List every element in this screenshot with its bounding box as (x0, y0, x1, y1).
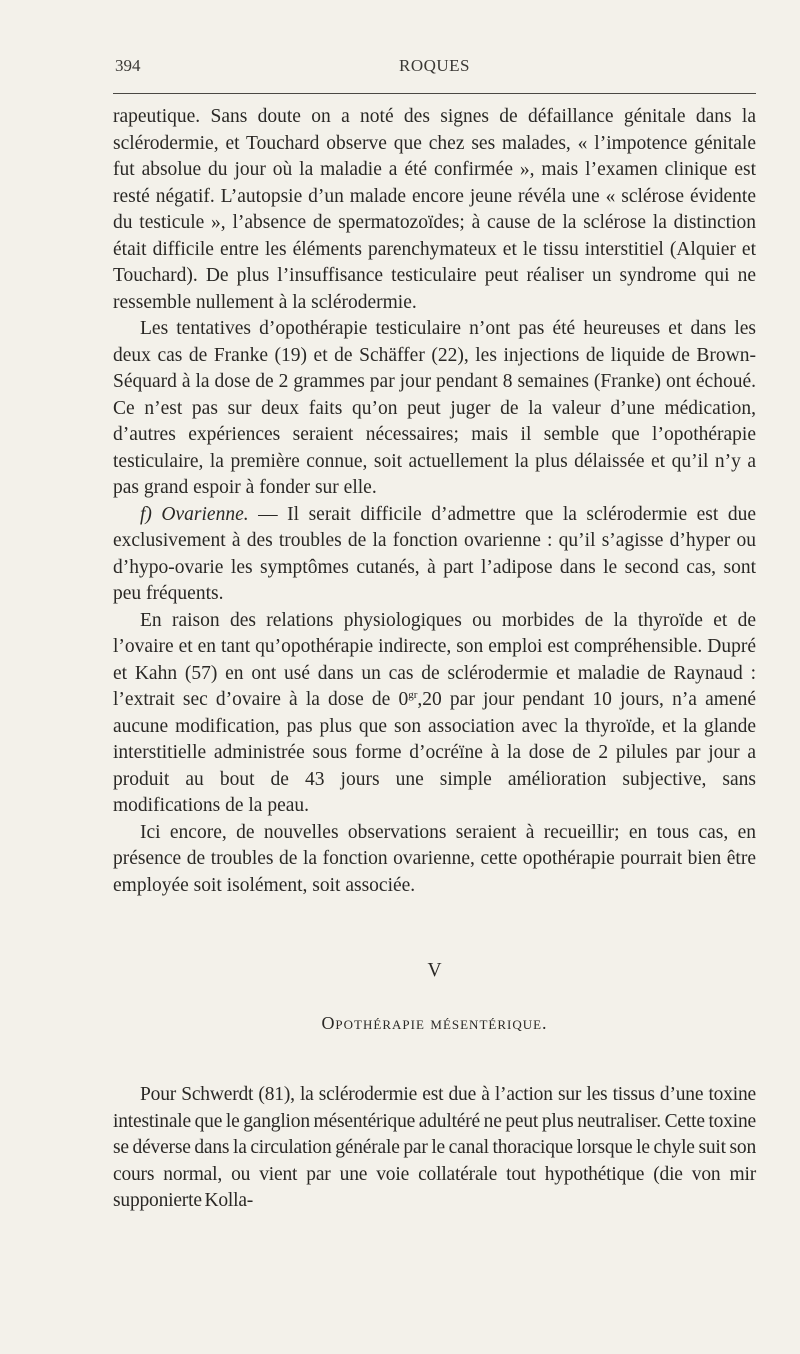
section-title: Opothérapie mésentérique. (321, 1013, 548, 1033)
page-header (113, 56, 756, 84)
body-text (113, 104, 756, 1215)
paragraph-1: rapeutique. Sans doute on a noté des signes de défaillance génitale dans la sclérodermie, et Touchard observe que chez ses malades, « l’impotence génitale fut absolue du jour où la maladie a été confirmée », mais l’examen clinique est resté négatif. L’autopsie d’un malade encore jeune révéla une « sclérose évidente du testicule », l’absence de spermatozoïdes; à cause de la sclérose la distinction était difficile entre les éléments parenchymateux et le tissu interstitiel (Alquier et Touchard). De plus l’insuffisance testiculaire peut réaliser un syndrome qui ne ressemble nullement à la sclérodermie. (113, 106, 756, 313)
running-head: ROQUES (398, 56, 470, 75)
paragraph-4-text-b: ,20 par jour pendant 10 jours, n’a amené aucune modification, pas plus que son association avec la thyroïde, et la glande interstitielle administrée sous forme d’ocréïne à la dose de 2 pilules par jour a produit au bout de 43 jours une simple amélioration subjective, sans modifications de la peau. (113, 689, 756, 816)
paragraph-4 (113, 608, 756, 820)
header-rule (113, 93, 756, 94)
paragraph-3 (113, 502, 756, 608)
paragraph-2: Les tentatives d’opothérapie testiculaire n’ont pas été heureuses et dans les deux cas de Franke (19) et de Schäffer (22), les injections de liquide de Brown-Séquard à la dose de 2 grammes par jour pendant 8 semaines (Franke) ont échoué. Ce n’est pas sur deux faits qu’on peut juger de la valeur d’une médication, d’autres expériences seraient nécessaires; mais il semble que l’opothérapie testiculaire, la première connue, soit actuellement la plus délaissée et qu’il n’y a pas grand espoir à fonder sur elle. (113, 318, 756, 498)
page-number: 394 (115, 56, 141, 75)
paragraph-5: Ici encore, de nouvelles observations seraient à recueillir; en tous cas, en présence de troubles de la fonction ovarienne, cette opothérapie pourrait bien être employée soit isolément, soit associée. (113, 821, 756, 896)
gram-abbrev: gr (408, 689, 418, 701)
subsection-label: f) Ovarienne. (140, 503, 249, 525)
paragraph-3-text: — Il serait difficile d’admettre que la sclérodermie est due exclusivement à des troubles de la fonction ovarienne : qu’il s’agisse d’hyper ou d’hypo-ovarie les symptômes cutanés, à part l’adipose dans le second cas, sont peu fréquents. (113, 503, 756, 604)
paragraph-4-text-a: En raison des relations physiologiques ou morbides de la thyroïde et de l’ovaire et en tant qu’opothérapie indirecte, son emploi est compréhensible. Dupré et Kahn (57) en ont usé dans un cas de sclérodermie et maladie de Raynaud : l’extrait sec d’ovaire à la dose de 0 (113, 609, 756, 710)
section-number: V (427, 960, 442, 981)
paragraph-6: Pour Schwerdt (81), la sclérodermie est due à l’action sur les tissus d’une toxine intestinale que le ganglion mésentérique adultéré ne peut plus neutraliser. Cette toxine se déverse dans la circulation générale par le canal thoracique lorsque le chyle suit son cours normal, ou vient par une voie collatérale tout hypothétique (die von mir supponierte Kolla- (113, 1084, 756, 1211)
